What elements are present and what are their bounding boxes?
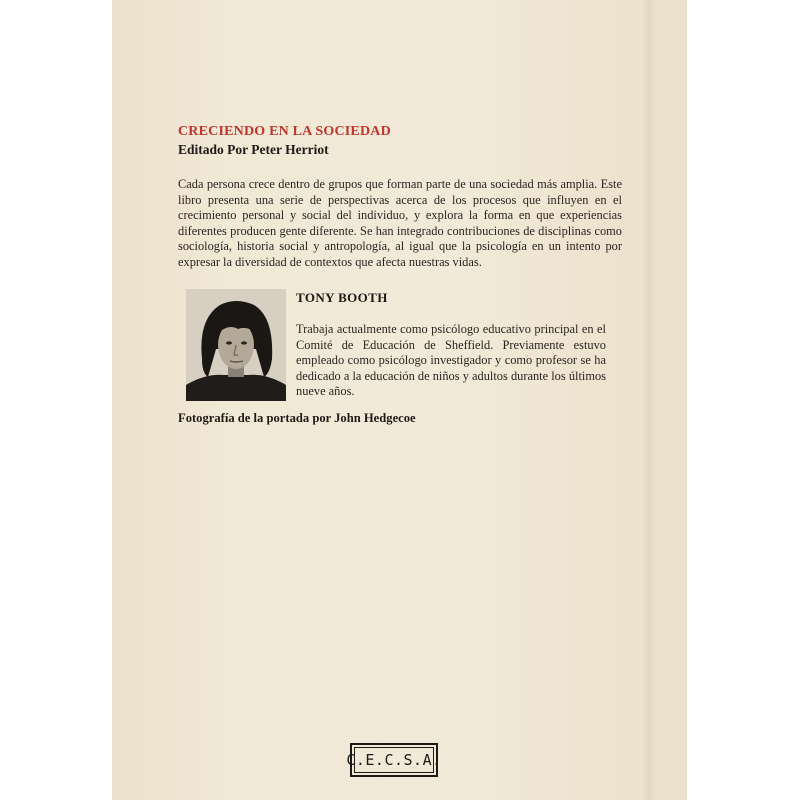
author-bio: Trabaja actualmente como psicólogo educativo principal en el Comité de Educación de Sheffield. Previamente estuvo empleado como psicólogo investigador y como profesor se ha dedicado a la educación de niños y adultos durante los últimos nueve años. <box>296 322 606 398</box>
back-cover <box>112 0 687 800</box>
book-title: CRECIENDO EN LA SOCIEDAD <box>178 124 391 139</box>
cover-fold <box>642 0 656 800</box>
publisher-logo-text: C.E.C.S.A. <box>354 747 434 773</box>
author-name: TONY BOOTH <box>296 290 388 305</box>
cover-photo-credit: Fotografía de la portada por John Hedgecoe <box>178 411 416 425</box>
book-description: Cada persona crece dentro de grupos que forman parte de una sociedad más amplia. Este libro presenta una serie de perspectivas acerca de los procesos que influyen en el crecimiento personal y social del individuo, y explora la forma en que experiencias diferentes producen gente diferente. Se han integrado contribuciones de disciplinas como sociología, historia social y antropología, al igual que la psicología en un intento por expresar la diversidad de contextos que afecta nuestras vidas. <box>178 177 622 269</box>
editor-line: Editado Por Peter Herriot <box>178 142 329 157</box>
author-photo <box>186 289 286 401</box>
publisher-logo <box>346 743 442 777</box>
